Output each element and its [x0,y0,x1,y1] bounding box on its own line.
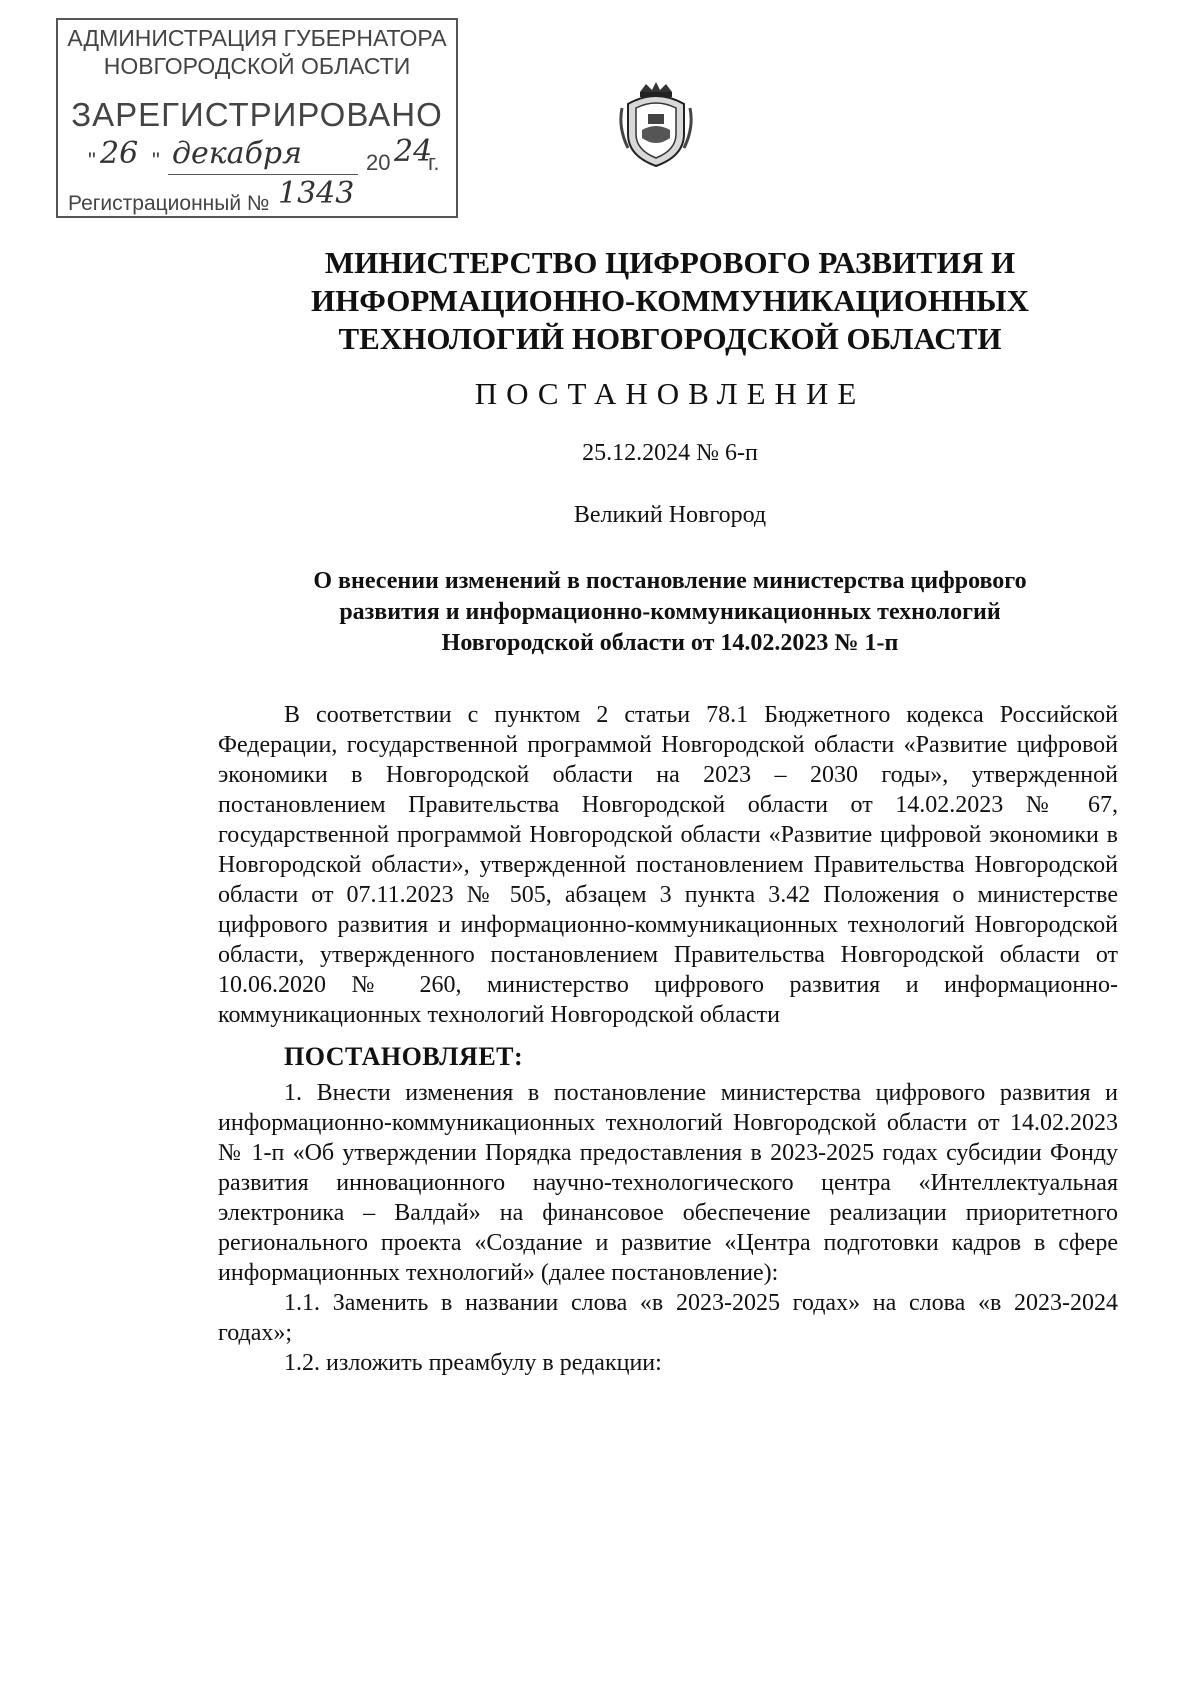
ministry-line2: ИНФОРМАЦИОННО-КОММУНИКАЦИОННЫХ [311,283,1029,318]
decree-heading: ПОСТАНОВЛЯЕТ: [284,1042,524,1071]
stamp-reg-number-handwritten: 1343 [278,176,355,211]
preamble-paragraph: В соответствии с пунктом 2 статьи 78.1 Бюджетного кодекса Российской Федерации, государственной программой Новгородской области «Развитие цифровой экономики в Новгородской области на 2023 – 2030 годы», утвержденной постановлением Правительства Новгородской области от 14.02.2023 № 67, государственной программой Новгородской области «Развитие цифровой экономики в Новгородской области», утвержденной постановлением Правительства Новгородской области от 07.11.2023 № 505, абзацем 3 пункта 3.42 Положения о министерстве цифрового развития и информационно-коммуникационных технологий Новгородской области, утвержденного постановлением Правительства Новгородской области от 10.06.2020 № 260, министерство цифрового развития и информационно-коммуникационных технологий Новгородской области [218,702,1118,1028]
stamp-reg-label: Регистрационный № [68,192,270,215]
document-subject [200,566,1140,659]
stamp-registration-number [68,176,448,215]
stamp-date [88,134,440,178]
document-city: Великий Новгород [573,502,767,528]
subject-line3: Новгородской области от 14.02.2023 № 1-п [441,630,899,656]
subject-line1: О внесении изменений в постановление министерства цифрового [313,568,1027,594]
stamp-month-handwritten: декабря [172,136,302,171]
stamp-year-g: г. [428,150,440,175]
stamp-registered-label: ЗАРЕГИСТРИРОВАНО [71,96,443,133]
ministry-line1: МИНИСТЕРСТВО ЦИФРОВОГО РАЗВИТИЯ И [324,245,1016,280]
item-1-1-paragraph: 1.1. Заменить в названии слова «в 2023-2025 годах» на слова «в 2023-2024 годах»; [218,1290,1118,1346]
document-body [218,700,1118,1378]
stamp-quote-open: " [88,148,96,173]
stamp-date-underline [168,174,358,175]
document-number: 25.12.2024 № 6-п [582,440,758,466]
coat-of-arms-icon [618,78,694,170]
item-1-2-paragraph: 1.2. изложить преамбулу в редакции: [284,1350,662,1376]
stamp-day-handwritten: 26 [100,136,139,171]
subject-line2: развития и информационно-коммуникационных технологий [339,599,1001,625]
stamp-year-prefix: 20 [366,150,391,175]
stamp-organization [58,24,456,80]
stamp-org-line1: АДМИНИСТРАЦИЯ ГУБЕРНАТОРА [67,25,447,51]
stamp-reg-underline [264,216,444,217]
item-1-paragraph: 1. Внести изменения в постановление министерства цифрового развития и информационно-коммуникационных технологий Новгородской области от 14.02.2023 № 1-п «Об утверждении Порядка предоставления в 2023-2025 годах субсидии Фонду развития инновационного научно-технологического центра «Интеллектуальная электроника – Валдай» на финансовое обеспечение реализации приоритетного регионального проекта «Создание и развитие «Центра подготовки кадров в сфере информационных технологий» (далее постановление): [218,1080,1118,1286]
registration-stamp [56,18,458,218]
stamp-quote-close: " [152,148,160,173]
ministry-name [200,244,1140,358]
ministry-line3: ТЕХНОЛОГИЙ НОВГОРОДСКОЙ ОБЛАСТИ [338,321,1002,356]
stamp-year-suffix-handwritten: 24 [394,134,433,169]
document-type: ПОСТАНОВЛЕНИЕ [474,376,866,411]
stamp-org-line2: НОВГОРОДСКОЙ ОБЛАСТИ [103,53,411,79]
